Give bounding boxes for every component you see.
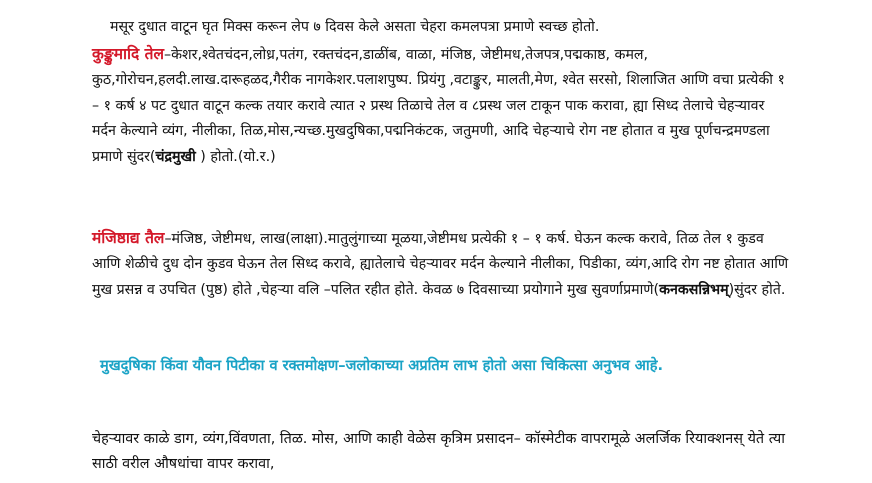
paragraph-text: मसूर दुधात वाटून घृत मिक्स करून लेप ७ दिवस केले असता चेहरा कमलपत्रा प्रमाणे स्वच्छ होतो. bbox=[110, 19, 600, 35]
paragraph-text-end: )सुंदर होते. bbox=[728, 281, 786, 298]
paragraph-text: –केशर,श्वेतचंदन,लोध्र,पतंग, रक्तचंदन,डाळींब, वाळा, मंजिष्ठ, जेष्टीमध,तेजपत्र,पद्मकाष्ठ, कमल, कुठ,गोरोचन,हलदी.लाख.दारूहळद,गैरीक नागकेशर.पलाशपुष्प. प्रियंगु ,वटाङ्कुर, मालती,मेण, श्वेत सरसो, शिलाजित आणि वचा प्रत्येकी १ – १ कर्ष ४ पट दुधात वाटून कल्क तयार करावे त्यात २ प्रस्थ तिळाचे तेल व ८प्रस्थ जल टाकून पाक करावा, ह्या सिध्द तेलाचे चेहऱ्यावर मर्दन केल्याने व्यंग, नीलीका, तिळ,मोस,न्यच्छ.मुखदुषिका,पद्मनिकंटक, जतुमणी, आदि चेहऱ्याचे रोग नष्ट होतात व मुख पूर्णचन्द्रमण्डला प्रमाणे सुंदर( bbox=[92, 47, 785, 165]
highlight-text: मुखदुषिका किंवा यौवन पिटीका व रक्तमोक्षण–जलोकाच्या अप्रतिम लाभ होतो असा चिकित्सा अनुभव आहे. bbox=[100, 357, 663, 374]
paragraph-text-end: ) होतो.(यो.र.) bbox=[195, 148, 276, 165]
paragraph-masoor-lep bbox=[110, 15, 810, 40]
paragraph-kumkumadi-tail bbox=[92, 42, 792, 170]
heading-manjishthadya-tail: मंजिष्ठाद्य तैल bbox=[92, 229, 165, 247]
paragraph-manjishthadya-tail bbox=[92, 226, 792, 303]
heading-kumkumadi-tail: कुङ्कुमादि तेल bbox=[92, 45, 164, 63]
paragraph-text: चेहऱ्यावर काळे डाग, व्यंग,विंवणता, तिळ. मोस, आणि काही वेळेस कृत्रिम प्रसादन– कॉस्मेटीक वापरामूळे अलर्जिक रियाक्शनस् येते त्या साठी वरील औषधांचा वापर करावा, bbox=[92, 431, 785, 473]
paragraph-cosmetic-allergy bbox=[92, 427, 792, 478]
bold-term-kanakasannibham: कनकसन्निभम् bbox=[659, 281, 729, 298]
paragraph-jalauka-highlight bbox=[100, 353, 800, 378]
bold-term-chandramukhi: चंद्रमुखी bbox=[155, 148, 196, 165]
paragraph-text: –मंजिष्ठ, जेष्टीमध, लाख(लाक्षा).मातुलुंगाच्या मूळया,जेष्टीमध प्रत्येकी १ – १ कर्ष. घेऊन कल्क करावे, तिळ तेल १ कुडव आणि शेळीचे दुध दोन कुडव घेऊन तेल सिध्द करावे, ह्यातेलाचे चेहऱ्यावर मर्दन केल्याने नीलीका, पिडीका, व्यंग,आदि रोग नष्ट होतात आणि मुख प्रसन्न व उपचित (पुष्ठ) होते ,चेहऱ्या वलि –पलित रहीत होते. केवळ ७ दिवसाच्या प्रयोगाने मुख सुवर्णाप्रमाणे( bbox=[92, 231, 789, 298]
